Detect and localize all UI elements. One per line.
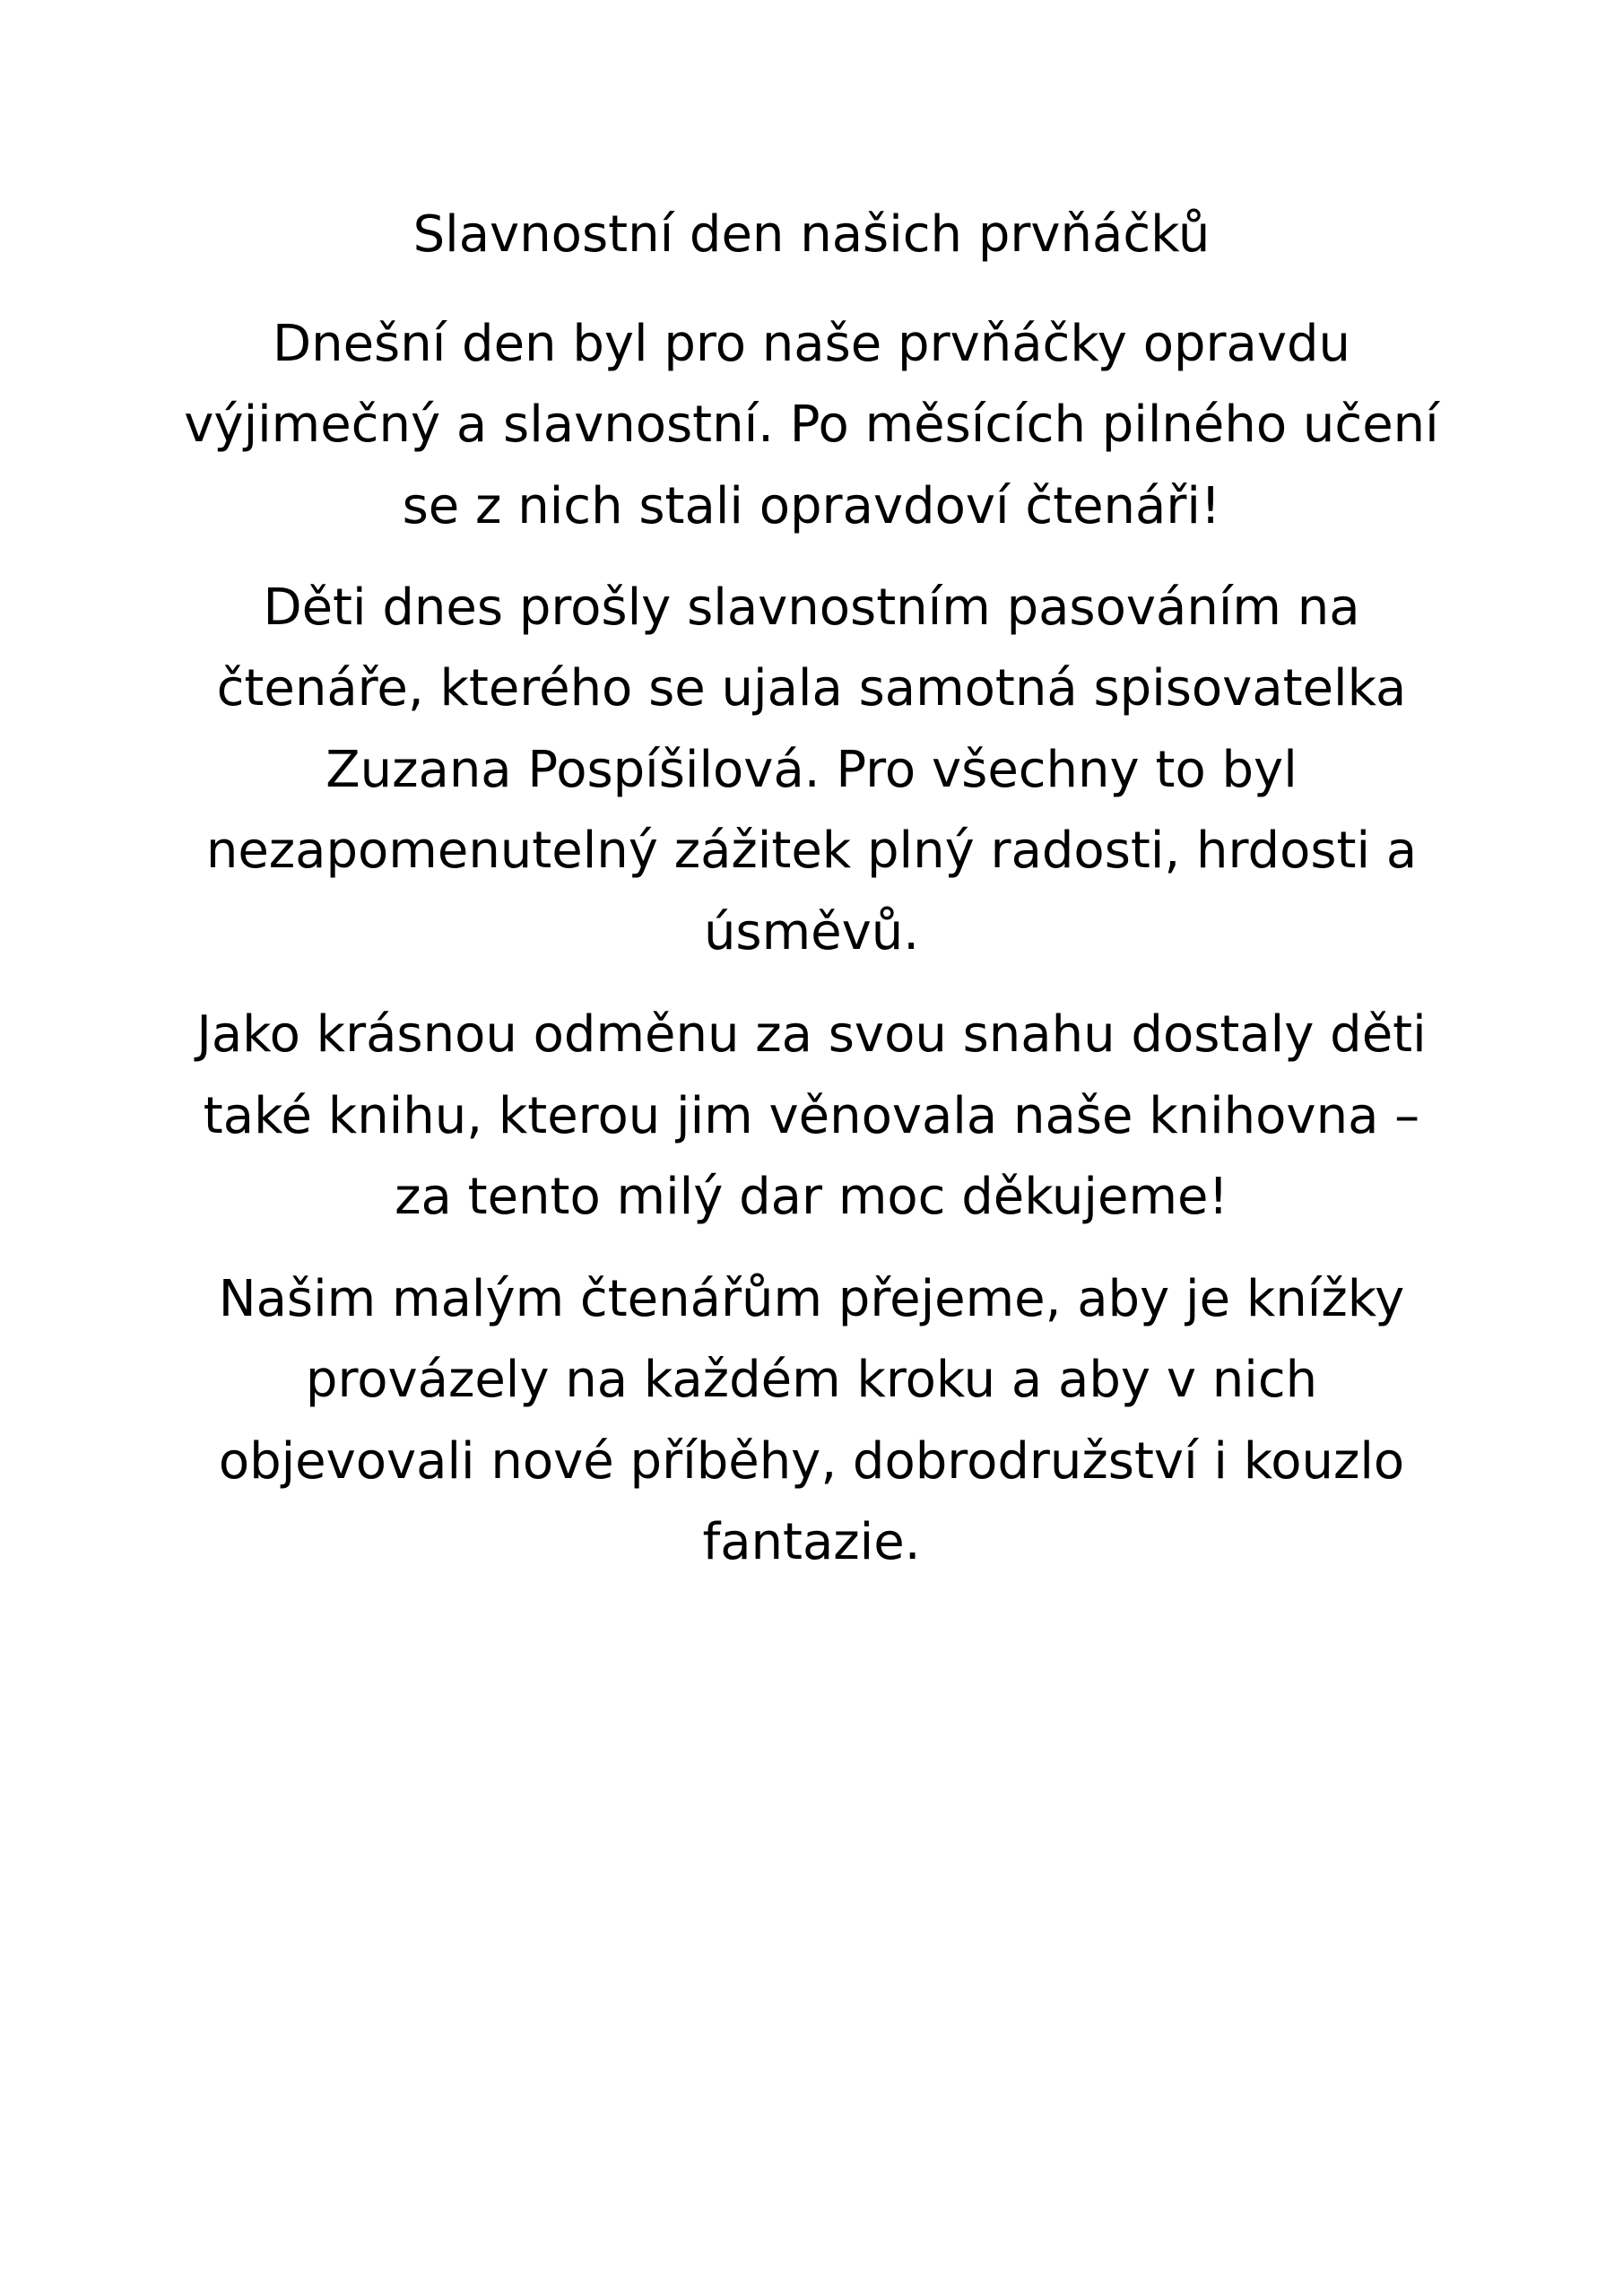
paragraph-line: Našim malým čtenářům přejeme, aby je knížky	[218, 1270, 1405, 1328]
paragraph-line: Jako krásnou odměnu za svou snahu dostaly děti	[196, 1005, 1427, 1064]
paragraph-line: se z nich stali opravdoví čtenáři!	[402, 477, 1221, 535]
paragraph-line: fantazie.	[702, 1513, 921, 1571]
paragraph-line: čtenáře, kterého se ujala samotná spisovatelka	[216, 659, 1407, 718]
paragraph-line: také knihu, kterou jim věnovala naše knihovna –	[203, 1087, 1420, 1145]
paragraph-line: objevovali nové příběhy, dobrodružství i kouzlo	[218, 1432, 1405, 1491]
paragraph-line: Zuzana Pospíšilová. Pro všechny to byl	[325, 741, 1298, 799]
paragraph-line: úsměvů.	[703, 903, 920, 961]
document-title: Slavnostní den našich prvňáčků	[412, 205, 1211, 264]
paragraph-line: Dnešní den byl pro naše prvňáčky opravdu	[272, 315, 1351, 373]
paragraph-line: nezapomenutelný zážitek plný radosti, hrdosti a	[205, 822, 1418, 880]
paragraph-line: za tento milý dar moc děkujeme!	[395, 1168, 1228, 1226]
paragraph-line: výjimečný a slavnostní. Po měsících pilného učení	[184, 396, 1439, 454]
paragraph-line: provázely na každém kroku a aby v nich	[305, 1351, 1318, 1409]
paragraph-line: Děti dnes prošly slavnostním pasováním na	[263, 578, 1360, 637]
